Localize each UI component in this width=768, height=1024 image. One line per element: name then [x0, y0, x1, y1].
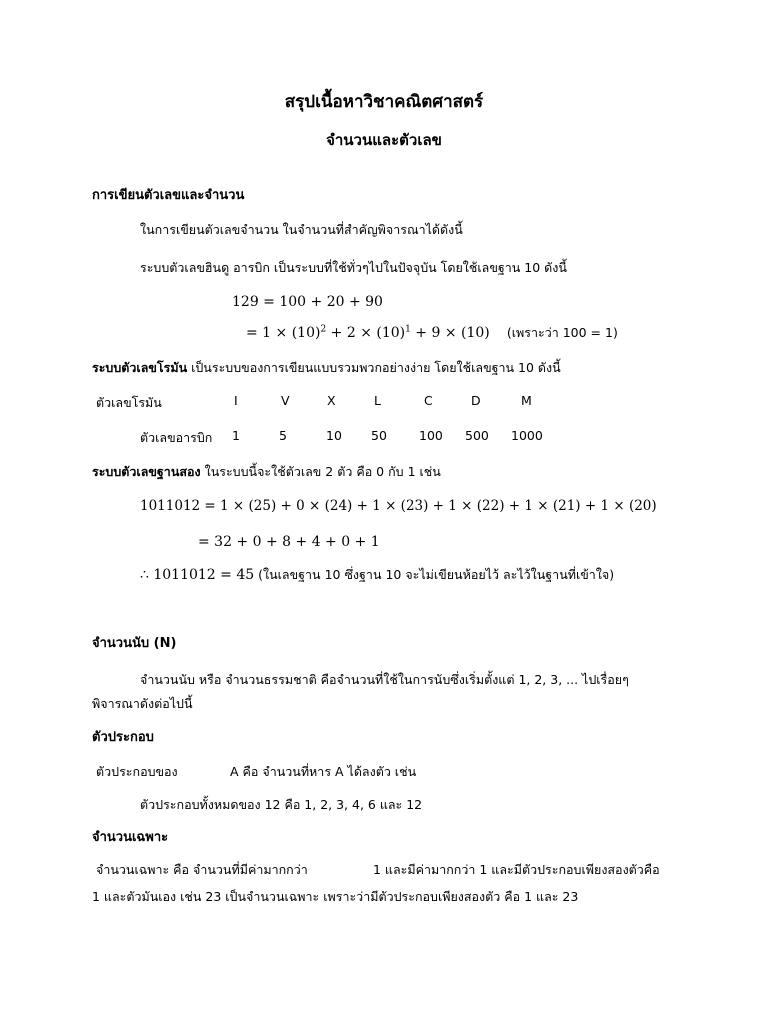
roman-paragraph	[92, 358, 561, 378]
page-subtitle: จำนวนและตัวเลข	[326, 131, 442, 149]
eq-term-3: + 9 × (10)	[410, 325, 490, 341]
factor-example: ตัวประกอบทั้งหมดของ 12 คือ 1, 2, 3, 4, 6 และ 12	[140, 797, 423, 812]
counting-line-2: พิจารณาดังต่อไปนี้	[92, 696, 193, 711]
binary-label: ระบบตัวเลขฐานสอง	[92, 464, 201, 479]
section-heading-writing-numbers: การเขียนตัวเลขและจำนวน	[92, 188, 245, 203]
roman-symbol-i: I	[234, 393, 238, 408]
arabic-row-label: ตัวเลขอารบิก	[140, 430, 213, 445]
factor-definition-a: ตัวประกอบของ	[96, 764, 178, 779]
arabic-value-1: 1	[232, 428, 240, 443]
binary-desc: ในระบบนี้จะใช้ตัวเลข 2 ตัว คือ 0 กับ 1 เช่น	[200, 464, 441, 479]
roman-symbol-m: M	[521, 393, 532, 408]
roman-symbol-x: X	[327, 393, 336, 408]
binary-equation-expanded: 1011012 = 1 × (25) + 0 × (24) + 1 × (23) + 1 × (22) + 1 × (21) + 1 × (20)	[140, 498, 657, 514]
prime-line-1b: 1 และมีค่ามากกว่า 1 และมีตัวประกอบเพียงสองตัวคือ	[373, 862, 660, 877]
binary-result: ∴ 1011012 = 45	[140, 567, 255, 583]
binary-equation-sum: = 32 + 0 + 8 + 4 + 0 + 1	[198, 534, 380, 550]
eq-exponent-1: 2	[320, 324, 327, 335]
roman-desc: เป็นระบบของการเขียนแบบรวมพวกอย่างง่าย โดยใช้เลขฐาน 10 ดังนี้	[187, 360, 561, 375]
section-heading-counting-numbers: จำนวนนับ (N)	[92, 636, 177, 651]
arabic-value-10: 10	[326, 428, 342, 443]
equation-129-powers	[246, 322, 618, 343]
section-heading-prime: จำนวนเฉพาะ	[92, 830, 169, 845]
prime-line-2: 1 และตัวมันเอง เช่น 23 เป็นจำนวนเฉพาะ เพราะว่ามีตัวประกอบเพียงสองตัว คือ 1 และ 23	[92, 889, 579, 904]
equation-129-expanded: 129 = 100 + 20 + 90	[232, 294, 383, 310]
factor-definition-b: A คือ จำนวนที่หาร A ได้ลงตัว เช่น	[230, 764, 417, 779]
arabic-value-5: 5	[279, 428, 287, 443]
arabic-value-50: 50	[371, 428, 387, 443]
roman-symbol-c: C	[424, 393, 433, 408]
roman-symbol-d: D	[471, 393, 481, 408]
arabic-value-500: 500	[465, 428, 489, 443]
prime-line-1a: จำนวนเฉพาะ คือ จำนวนที่มีค่ามากกว่า	[96, 862, 308, 877]
binary-equation-result	[140, 564, 614, 585]
eq-term-1: = 1 × (10)	[246, 325, 321, 341]
section-heading-factors: ตัวประกอบ	[92, 730, 154, 745]
binary-result-note: (ในเลขฐาน 10 ซึ่งฐาน 10 จะไม่เขียนห้อยไว้ ละไว้ในฐานที่เข้าใจ)	[254, 567, 615, 582]
binary-paragraph	[92, 462, 441, 482]
roman-symbol-l: L	[374, 393, 381, 408]
intro-text: ในการเขียนตัวเลขจำนวน ในจำนวนที่สำคัญพิจารณาได้ดังนี้	[140, 222, 463, 237]
roman-symbol-v: V	[281, 393, 290, 408]
arabic-value-1000: 1000	[511, 428, 543, 443]
roman-row-label: ตัวเลขโรมัน	[96, 395, 162, 410]
hindu-arabic-text: ระบบตัวเลขฮินดู อารบิก เป็นระบบที่ใช้ทั่วๆไปในปัจจุบัน โดยใช้เลขฐาน 10 ดังนี้	[140, 260, 567, 275]
eq-note: (เพราะว่า 100 = 1)	[506, 325, 618, 340]
counting-line-1: จำนวนนับ หรือ จำนวนธรรมชาติ คือจำนวนที่ใช้ในการนับซึ่งเริ่มตั้งแต่ 1, 2, 3, ... ไปเรื่อยๆ	[140, 672, 629, 687]
eq-exponent-2: 1	[405, 324, 411, 335]
page-title: สรุปเนื้อหาวิชาคณิตศาสตร์	[284, 92, 484, 112]
roman-label: ระบบตัวเลขโรมัน	[92, 360, 188, 375]
eq-term-2: + 2 × (10)	[326, 325, 406, 341]
arabic-value-100: 100	[419, 428, 443, 443]
